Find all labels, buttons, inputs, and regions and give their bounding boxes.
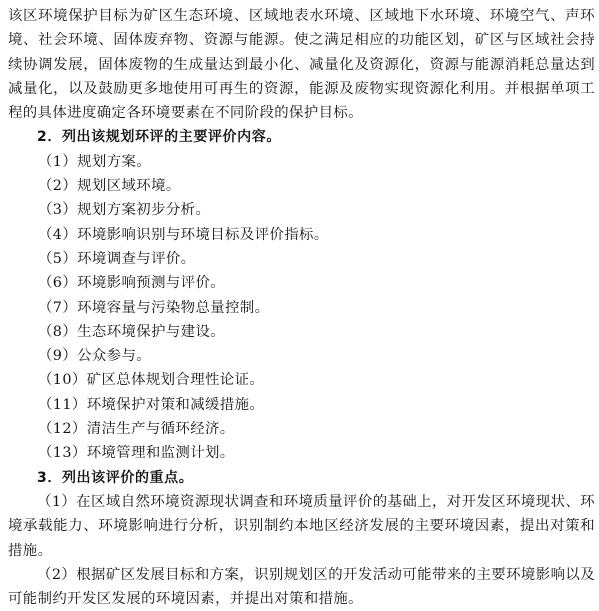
list-item: （11）环境保护对策和减缓措施。 [38,396,265,413]
list-item: （4）环境影响识别与环境目标及评价指标。 [38,226,329,243]
list-item: （1）规划方案。 [38,153,152,170]
section-3-heading: 3．列出该评价的重点。 [37,469,194,486]
list-item: （9）公众参与。 [38,348,152,365]
list-item: （7）环境容量与污染物总量控制。 [38,299,270,316]
list-item: （8）生态环境保护与建设。 [38,323,226,340]
list-item: （6）环境影响预测与评价。 [38,275,226,292]
evaluation-content-list [8,150,595,466]
section-2-heading: 2．列出该规划环评的主要评价内容。 [37,129,281,146]
list-item: （2）规划区域环境。 [38,178,181,195]
list-item: （10）矿区总体规划合理性论证。 [38,372,265,389]
list-item: （3）规划方案初步分析。 [38,202,211,219]
intro-paragraph: 该区环境保护目标为矿区生态环境、区域地表水环境、区域地下水环境、环境空气、声环境、社会环境、固体废弃物、资源与能源。使之满足相应的功能区划，矿区与区域社会持续协调发展，固体废物的生成量达到最小化、减量化及资源化，资源与能源消耗总量达到减量化，以及鼓励更多地使用可再生的资源，能源及废物实现资源化利用。并根据单项工程的具体进度确定各环境要素在不同阶段的保护目标。 [8,8,595,122]
list-item: （13）环境管理和监测计划。 [38,445,235,462]
list-item: （5）环境调查与评价。 [38,250,196,267]
focus-paragraph-1: （1）在区域自然环境资源现状调查和环境质量评价的基础上，对开发区环境现状、环境承载能力、环境影响进行分析，识别制约本地区经济发展的主要环境因素，提出对策和措施。 [8,493,595,559]
focus-paragraph-2: （2）根据矿区发展目标和方案，识别规划区的开发活动可能带来的主要环境影响以及可能制约开发区发展的环境因素，并提出对策和措施。 [8,566,595,608]
list-item: （12）清洁生产与循环经济。 [38,421,235,438]
